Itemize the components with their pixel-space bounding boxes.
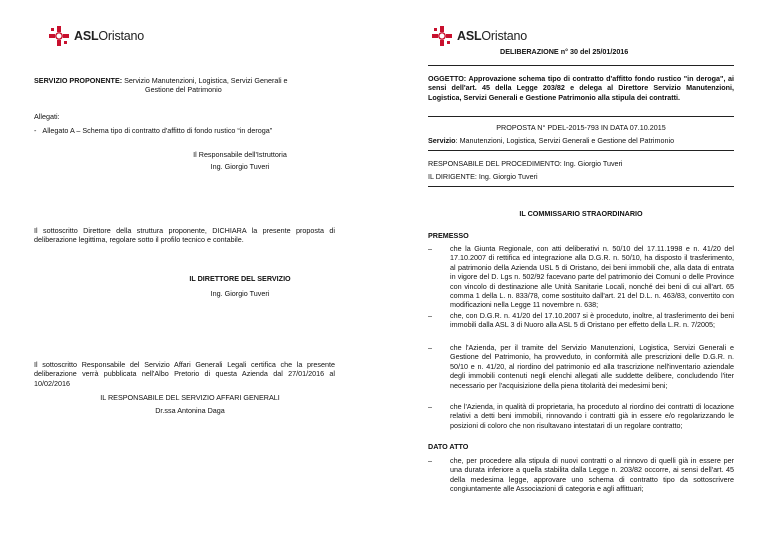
dato-atto-heading: DATO ATTO (428, 442, 469, 451)
divider (428, 150, 734, 151)
servizio-value: : Manutenzioni, Logistica, Servizi Generali e Gestione del Patrimonio (455, 136, 675, 145)
asl-oristano-logo-left (48, 25, 144, 47)
divider (428, 65, 734, 66)
direttore-name: Ing. Giorgio Tuveri (210, 289, 270, 298)
resp-istruttoria-name: Ing. Giorgio Tuveri (210, 162, 270, 171)
divider (428, 116, 734, 117)
premesso-heading: PREMESSO (428, 231, 469, 240)
premesso-item-text: che, con D.G.R. n. 41/20 del 17.10.2007 si è proceduto, inoltre, al trasferimento dei beni immobili dalla ASL 3 di Nuoro alla ASL 5 di Oristano per effetto della L.R. n. 7/2005; (450, 311, 734, 330)
premesso-item: – che l'Azienda, in qualità di proprietaria, ha proceduto al riordino dei contratti di locazione relativi a detti beni immobili, rinnovando i contratti già in essere e/o regolarizzando le posizioni di coloro che non risultavano intestatari di un regolare contratto; (428, 402, 734, 430)
affari-generali-name: Dr.ssa Antonina Daga (155, 406, 225, 415)
responsabile-procedimento: RESPONSABILE DEL PROCEDIMENTO: Ing. Giorgio Tuveri (428, 159, 623, 168)
servizio-proponente-value-line2: Gestione del Patrimonio (145, 85, 222, 94)
resp-istruttoria-title: Il Responsabile dell'Istruttoria (193, 150, 287, 159)
proposta-number: PROPOSTA N° PDEL-2015-793 IN DATA 07.10.2015 (496, 123, 666, 132)
divider (428, 186, 734, 187)
commissario-heading: IL COMMISSARIO STRAORDINARIO (519, 209, 643, 218)
allegati-label: Allegati: (34, 112, 60, 121)
premesso-item-text: che la Giunta Regionale, con atti deliberativi n. 50/10 del 17.11.1998 e n. 41/20 del 17.10.2007 di rettifica ed integrazione alla D.G.R. n. 50/10, ha disposto il trasferimento, al patrimonio della Azienda USL 5 di Oristano, dei beni immobili che, alla data di entrata in vigore del D. Lgs n. 502/92 facevano parte del patrimonio dei Comuni o delle Province con vincolo di destinazione alle Unità Sanitarie Locali, nonché dei beni di cui all'art. 65 comma 1 della L. n. 833/78, come sostituito dall'art. 21 del D.L. n. 463/83, convertito con modificazioni nella Legge 11 novembre n. 638; (450, 244, 734, 310)
dato-atto-item: – che, per procedere alla stipula di nuovi contratti o al rinnovo di quelli già in essere per una durata inferiore a quella stabilita dalla Legge n. 203/82 occorre, ai sensi dell'art. 45 della medesima legge, approvare uno schema di contratto tipo da sottoscrivere congiuntamente alle Associazioni di categoria e agli affittuari; (428, 456, 734, 494)
asl-cross-icon (48, 25, 70, 47)
allegato-text: Allegato A – Schema tipo di contratto d'affitto di fondo rustico “in deroga” (42, 126, 273, 135)
affari-generali-declaration: Il sottoscritto Responsabile del Servizio Affari Generali Legali certifica che la presente deliberazione verrà pubblicata nell'Albo Pretorio di questa Azienda dal 27/01/2016 al 10/02/2016 (34, 360, 335, 388)
servizio-proponente-label: SERVIZIO PROPONENTE: (34, 76, 123, 85)
logo-brand-rest: Oristano (481, 29, 528, 43)
premesso-item: – che l'Azienda, per il tramite del Servizio Manutenzioni, Logistica, Servizi Generali e Gestione del Patrimonio, ha provveduto, in conformità alle prescrizioni delle D.G.R. n. 50/10 e n. 41/20, al riordino del patrimonio ed alla trascrizione nell'inventario aziendale degli immobili contenuti negli elenchi allegati alle suddette delibere, concludendo l'iter necessario per l'acquisizione della piena titolarità dei medesimi beni; (428, 343, 734, 390)
asl-cross-icon (431, 25, 453, 47)
servizio-proponente (34, 76, 334, 85)
premesso-item-text: che l'Azienda, per il tramite del Servizio Manutenzioni, Logistica, Servizi Generali e Gestione del Patrimonio, ha provveduto, in conformità alle prescrizioni delle D.G.R. n. 50/10 e n. 41/20, al riordino del patrimonio ed alla trascrizione nell'inventario aziendale degli immobili contenuti negli elenchi allegati alle suddette delibere, concludendo l'iter necessario per l'acquisizione della piena titolarità dei medesimi beni; (450, 343, 734, 390)
affari-generali-title: IL RESPONSABILE DEL SERVIZIO AFFARI GENERALI (100, 393, 280, 402)
servizio-line (428, 136, 734, 145)
logo-brand-bold: ASL (457, 29, 482, 43)
premesso-item: – che, con D.G.R. n. 41/20 del 17.10.2007 si è proceduto, inoltre, al trasferimento dei beni immobili dalla ASL 3 di Nuoro alla ASL 5 di Oristano per effetto della L.R. n. 7/2005; (428, 311, 734, 330)
dirigente: IL DIRIGENTE: Ing. Giorgio Tuveri (428, 172, 538, 181)
oggetto: OGGETTO: Approvazione schema tipo di contratto d'affitto fondo rustico "in deroga", ai sensi dell'art. 45 della Legge 203/82 e delega al Direttore Servizio Manutenzioni, Logistica, Servizi Generali e Gestione Patrimonio alla stipula dei contratti. (428, 74, 734, 102)
servizio-proponente-value: Servizio Manutenzioni, Logistica, Servizi Generali e (124, 76, 288, 85)
servizio-label: Servizio (428, 136, 456, 145)
asl-oristano-logo-right (431, 25, 527, 47)
premesso-item-text: che l'Azienda, in qualità di proprietaria, ha proceduto al riordino dei contratti di locazione relativi a detti beni immobili, rinnovando i contratti già in essere e/o regolarizzando le posizioni di coloro che non risultavano intestatari di un regolare contratto; (450, 402, 734, 430)
premesso-item: – che la Giunta Regionale, con atti deliberativi n. 50/10 del 17.11.1998 e n. 41/20 del 17.10.2007 di rettifica ed integrazione alla D.G.R. n. 50/10, ha disposto il trasferimento, al patrimonio della Azienda USL 5 di Oristano, dei beni immobili che, alla data di entrata in vigore del D. Lgs n. 502/92 facevano parte del patrimonio dei Comuni o delle Province con vincolo di destinazione alle Unità Sanitarie Locali, nonché dei beni di cui all'art. 65 comma 1 della L. n. 833/78, come sostituito dall'art. 21 del D.L. n. 463/83, convertito con modificazioni nella Legge 11 novembre n. 638; (428, 244, 734, 310)
logo-brand-rest: Oristano (98, 29, 145, 43)
deliberazione-number: DELIBERAZIONE n° 30 del 25/01/2016 (500, 47, 629, 56)
allegato-item: - Allegato A – Schema tipo di contratto d'affitto di fondo rustico “in deroga” (34, 126, 273, 135)
direttore-declaration: Il sottoscritto Direttore della struttura proponente, DICHIARA la presente proposta di deliberazione legittima, regolare sotto il profilo tecnico e contabile. (34, 226, 335, 245)
logo-brand-bold: ASL (74, 29, 99, 43)
dato-atto-item-text: che, per procedere alla stipula di nuovi contratti o al rinnovo di quelli già in essere per una durata inferiore a quella stabilita dalla Legge n. 203/82 occorre, ai sensi dell'art. 45 della medesima legge, approvare uno schema di contratto tipo da sottoscrivere congiuntamente alle Associazioni di categoria e agli affittuari; (450, 456, 734, 494)
direttore-title: IL DIRETTORE DEL SERVIZIO (189, 274, 291, 283)
